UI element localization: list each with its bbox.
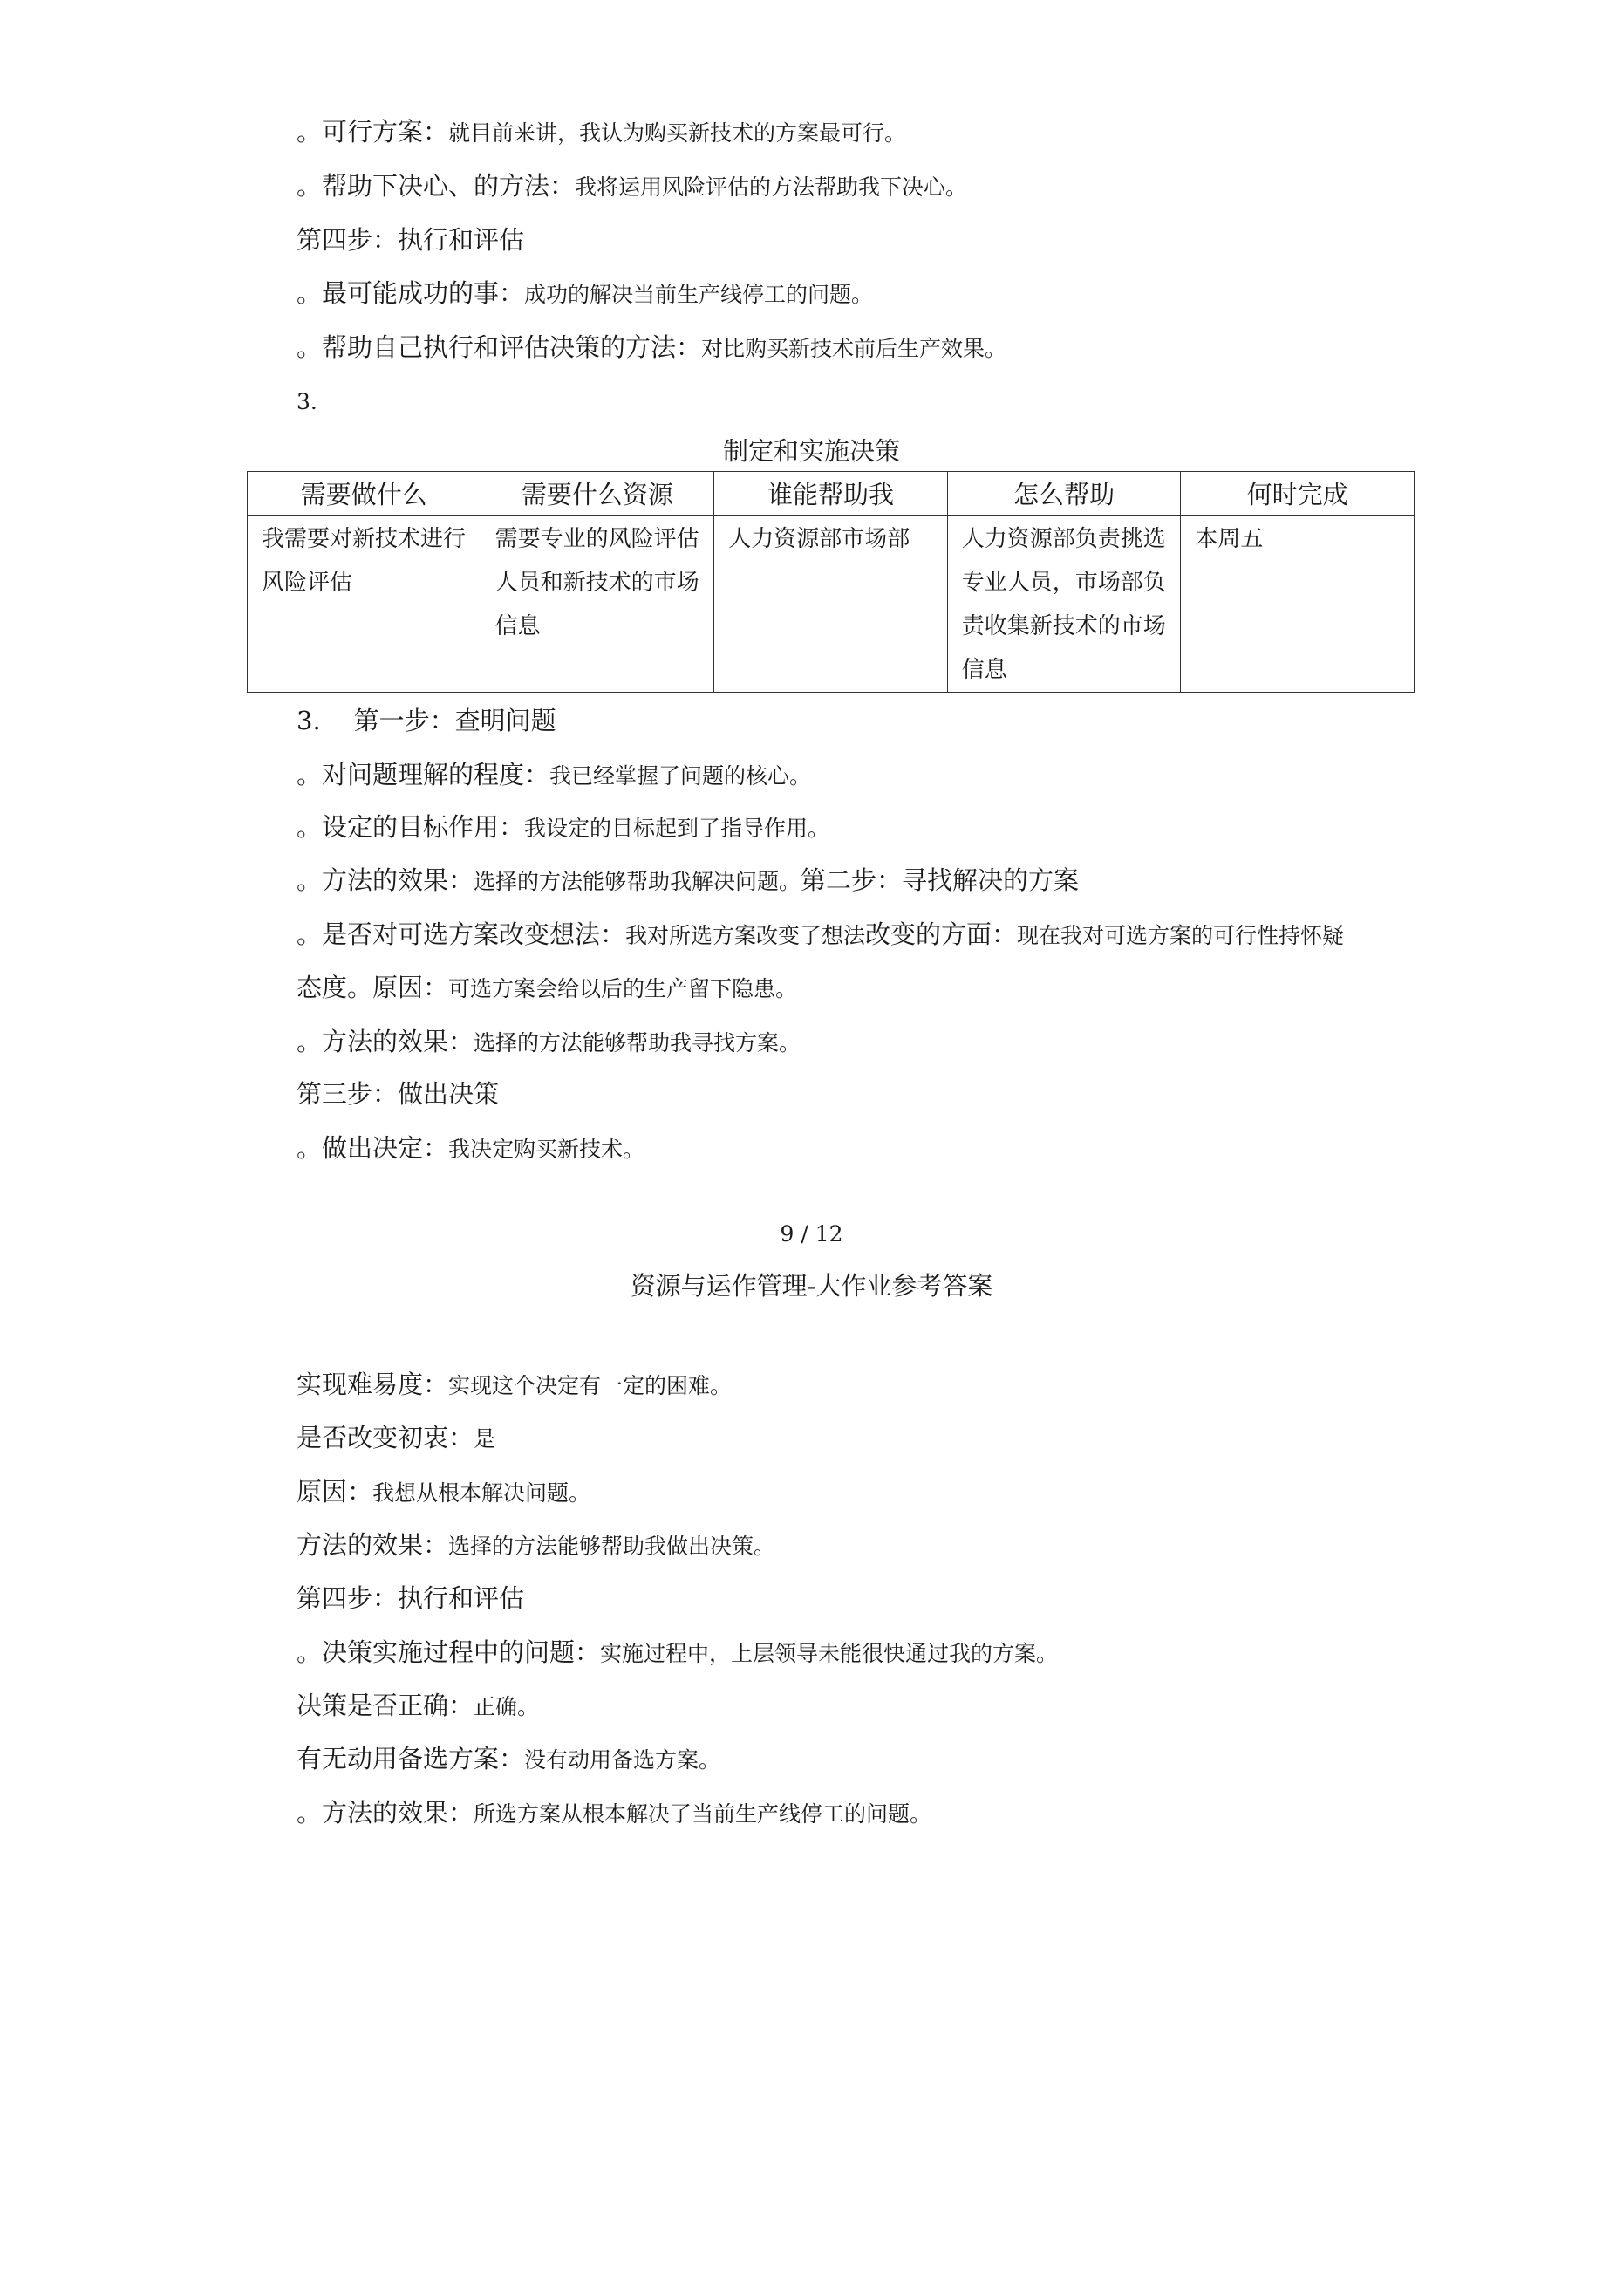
decision-plan-table — [247, 471, 1415, 693]
header-when-done: 何时完成 — [1181, 472, 1415, 516]
decision-correct-value: 正确。 — [474, 1694, 540, 1719]
method-effect-line-2 — [297, 1029, 801, 1055]
method-effect-label-4: 。方法的效果： — [297, 1798, 474, 1828]
method-effect-label: 。方法的效果： — [297, 865, 474, 895]
change-original-label: 是否改变初衷： — [297, 1423, 474, 1452]
implementation-issue-label: 。决策实施过程中的问题： — [297, 1637, 601, 1667]
backup-plan-line — [297, 1746, 720, 1772]
page-header-title: 资源与运作管理-大作业参考答案 — [630, 1271, 993, 1301]
header-what: 需要做什么 — [248, 472, 481, 516]
most-likely-success-value: 成功的解决当前生产线停工的问题。 — [524, 282, 874, 307]
change-original-line — [297, 1425, 495, 1451]
method-effect-value-4: 所选方案从根本解决了当前生产线停工的问题。 — [474, 1801, 932, 1827]
attitude-reason-label: 态度。原因： — [297, 973, 449, 1002]
understanding-label: 。对问题理解的程度： — [297, 760, 550, 789]
attitude-reason-line — [297, 975, 797, 1001]
change-original-value: 是 — [474, 1426, 496, 1452]
execute-evaluate-method-label: 。帮助自己执行和评估决策的方法： — [297, 332, 702, 362]
feasible-plan-line — [297, 117, 907, 147]
implementation-issue-value: 实施过程中，上层领导未能很快通过我的方案。 — [600, 1641, 1059, 1666]
method-effect-label-3: 方法的效果： — [297, 1530, 449, 1560]
cell-resources: 需要专业的风险评估人员和新技术的市场信息 — [481, 516, 714, 693]
decision-correct-label: 决策是否正确： — [297, 1691, 474, 1720]
cell-when-done: 本周五 — [1181, 516, 1415, 693]
header-how-help: 怎么帮助 — [947, 472, 1181, 516]
goal-role-value: 我设定的目标起到了指导作用。 — [524, 816, 830, 841]
decision-correct-line — [297, 1693, 539, 1719]
table-header-row — [248, 472, 1415, 516]
step-three-heading: 第三步：做出决策 — [297, 1079, 500, 1109]
step-four-heading-2: 第四步：执行和评估 — [297, 1583, 525, 1613]
method-effect-value-3: 选择的方法能够帮助我做出决策。 — [448, 1534, 776, 1559]
table-caption: 制定和实施决策 — [722, 436, 900, 466]
method-effect-label-2: 。方法的效果： — [297, 1027, 474, 1056]
make-decision-line — [297, 1133, 645, 1163]
make-decision-value: 我决定购买新技术。 — [448, 1137, 645, 1162]
method-effect-line-4 — [297, 1798, 932, 1828]
cell-how-help: 人力资源部负责挑选专业人员，市场部负责收集新技术的市场信息 — [947, 516, 1181, 693]
most-likely-success-label: 。最可能成功的事： — [297, 278, 525, 308]
cell-who-helps: 人力资源部市场部 — [714, 516, 948, 693]
change-aspect-label: 改变的方面： — [865, 919, 1018, 949]
method-effect-value-2: 选择的方法能够帮助我寻找方案。 — [474, 1030, 801, 1056]
goal-role-label: 。设定的目标作用： — [297, 812, 525, 842]
decision-method-value: 我将运用风险评估的方法帮助我下决心。 — [575, 174, 968, 200]
step-one-number: 3. — [297, 706, 321, 735]
method-effect-value: 选择的方法能够帮助我解决问题。 — [474, 869, 801, 894]
item-number-3: 3. — [297, 389, 317, 414]
understanding-value: 我已经掌握了问题的核心。 — [549, 763, 812, 789]
table-row — [248, 516, 1415, 693]
step-one-title: 第一步：查明问题 — [353, 706, 556, 735]
difficulty-line — [297, 1372, 732, 1397]
most-likely-success-line — [297, 278, 874, 308]
reason-label: 原因： — [297, 1477, 373, 1507]
implementation-issue-line — [297, 1637, 1059, 1667]
page-number: 9 / 12 — [780, 1221, 843, 1247]
difficulty-value: 实现这个决定有一定的困难。 — [448, 1373, 733, 1398]
understanding-line — [297, 762, 811, 788]
backup-plan-value: 没有动用备选方案。 — [524, 1747, 721, 1773]
step-two-heading: 第二步：寻找解决的方案 — [801, 865, 1080, 895]
backup-plan-label: 有无动用备选方案： — [297, 1744, 525, 1773]
change-mind-line — [297, 919, 1345, 949]
method-effect-line-1 — [297, 865, 1080, 895]
goal-role-line — [297, 812, 830, 842]
feasible-plan-label: 。可行方案： — [297, 117, 449, 147]
feasible-plan-value: 就目前来讲，我认为购买新技术的方案最可行。 — [448, 120, 907, 146]
change-mind-label: 。是否对可选方案改变想法： — [297, 919, 626, 949]
step-one-line — [297, 708, 556, 734]
header-resources: 需要什么资源 — [481, 472, 714, 516]
reason-value: 我想从根本解决问题。 — [372, 1480, 591, 1506]
change-mind-value: 我对所选方案改变了想法 — [625, 923, 866, 948]
make-decision-label: 。做出决定： — [297, 1133, 449, 1163]
method-effect-line-3 — [297, 1530, 776, 1560]
decision-method-line — [297, 171, 968, 201]
decision-method-label: 。帮助下决心、的方法： — [297, 171, 576, 201]
execute-evaluate-method-value: 对比购买新技术前后生产效果。 — [701, 336, 1007, 361]
header-who-helps: 谁能帮助我 — [714, 472, 948, 516]
attitude-reason-value: 可选方案会给以后的生产留下隐患。 — [448, 976, 798, 1001]
step-four-heading: 第四步：执行和评估 — [297, 225, 525, 255]
cell-what: 我需要对新技术进行风险评估 — [248, 516, 481, 693]
difficulty-label: 实现难易度： — [297, 1370, 449, 1399]
reason-line — [297, 1479, 590, 1505]
change-aspect-value: 现在我对可选方案的可行性持怀疑 — [1017, 923, 1345, 948]
execute-evaluate-method-line — [297, 332, 1007, 362]
